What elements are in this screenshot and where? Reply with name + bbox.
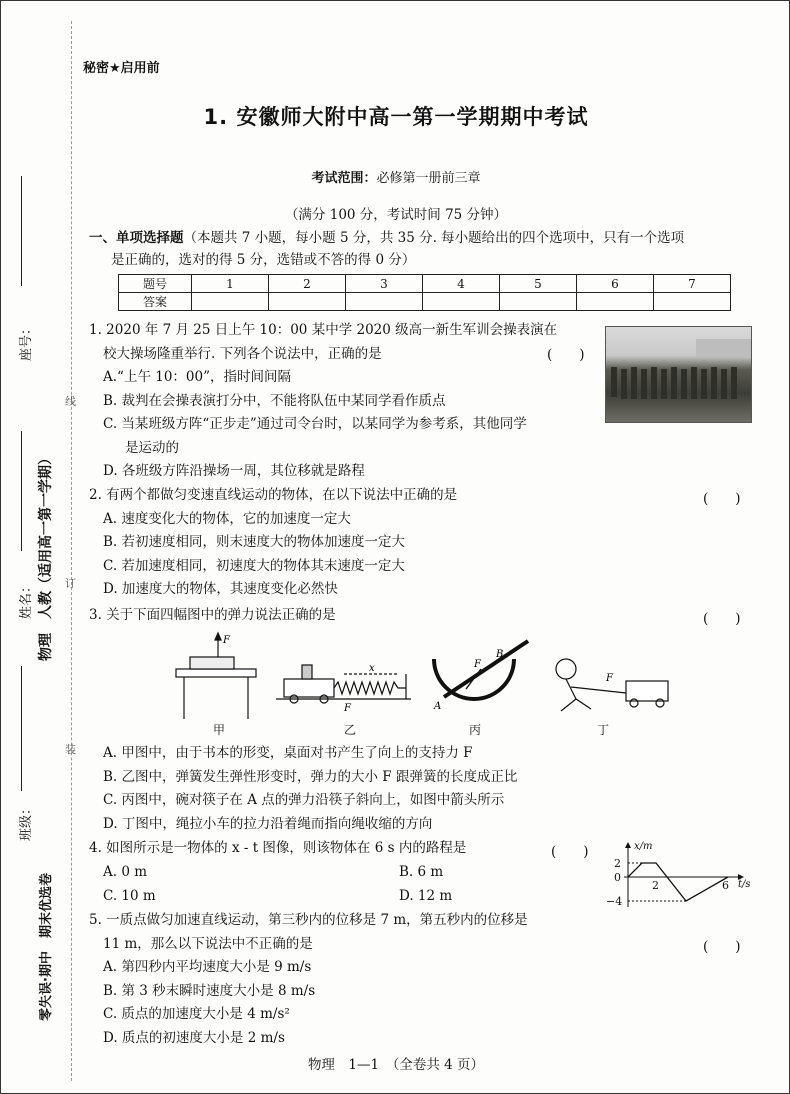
answer-table-number: 3 (346, 275, 423, 293)
svg-text:F: F (344, 703, 351, 714)
answer-cell[interactable] (346, 293, 423, 311)
scope-value: 必修第一册前三章 (376, 171, 481, 186)
q1-option-a: A.“上午 10：00”，指时间间隔 (103, 369, 291, 385)
scope-label: 考试范围： (311, 171, 377, 186)
edition-label: 人教（适用高一第一学期） (38, 451, 54, 619)
military-training-photo (605, 326, 752, 423)
class-line (21, 666, 22, 791)
question-5 (89, 909, 649, 1050)
answer-cell[interactable] (577, 293, 654, 311)
answer-table-answer-label: 答案 (119, 293, 192, 311)
score-info: （满分 100 分，考试时间 75 分钟） (284, 207, 508, 223)
elastic-force-diagrams (166, 629, 686, 729)
graph-tick-t6: 6 (722, 879, 729, 892)
graph-tick-y-4: −4 (606, 895, 623, 908)
q4-xt-graph (606, 841, 756, 911)
figure-yi-spring-cart (276, 665, 411, 703)
q1-option-b: B. 裁判在会操表演打分中，不能将队伍中某同学看作质点 (103, 392, 446, 409)
q5-option-d: D. 质点的初速度大小是 2 m/s (103, 1029, 285, 1046)
q1-answer-paren[interactable]: ( ) (547, 347, 585, 363)
name-field (15, 580, 34, 619)
figure-ding-pulling-cart (556, 659, 668, 711)
graph-ylabel: x/m (634, 841, 653, 852)
answer-table-header: 题号 (119, 275, 192, 293)
answer-table-number: 2 (269, 275, 346, 293)
q5-option-c: C. 质点的加速度大小是 4 m/s² (103, 1006, 290, 1022)
answer-table-number: 7 (654, 275, 731, 293)
svg-text:F: F (474, 659, 481, 670)
subject-label: 物理 (38, 633, 54, 661)
section1-title: 一、单项选择题 (89, 230, 184, 246)
answer-table-row-numbers (119, 275, 731, 293)
seat-line (21, 176, 22, 286)
figure-label-yi: 乙 (344, 723, 357, 737)
question-2 (89, 484, 649, 602)
class-field (15, 802, 34, 841)
graph-tick-t2: 2 (652, 879, 659, 892)
figure-jia-table (176, 633, 256, 719)
svg-text:F: F (606, 673, 613, 684)
graph-tick-y0: 0 (614, 871, 621, 884)
answer-cell[interactable] (192, 293, 269, 311)
q1-stem-2: 校大操场隆重举行. 下列各个说法中，正确的是 (103, 345, 382, 362)
figure-label-ding: 丁 (597, 723, 610, 737)
q2-option-d: D. 加速度大的物体，其速度变化必然快 (103, 581, 338, 597)
question-3-stem: 3. 关于下面四幅图中的弹力说法正确的是 (89, 607, 336, 623)
figure-label-bing: 丙 (469, 723, 482, 737)
q2-option-a: A. 速度变化大的物体，它的加速度一定大 (103, 510, 351, 527)
q3-answer-paren[interactable]: ( ) (703, 611, 741, 627)
q5-option-b: B. 第 3 秒末瞬时速度大小是 8 m/s (103, 982, 316, 999)
name-line (21, 431, 22, 551)
svg-text:B: B (496, 649, 504, 660)
answer-table (118, 274, 731, 311)
q2-stem: 2. 有两个都做匀变速直线运动的物体，在以下说法中正确的是 (89, 487, 458, 503)
q4-stem: 4. 如图所示是一物体的 x - t 图像，则该物体在 6 s 内的路程是 (89, 840, 467, 856)
answer-table-number: 4 (423, 275, 500, 293)
answer-table-number: 6 (577, 275, 654, 293)
brand-label: 零失误·期中 期末优选卷 (39, 873, 54, 1021)
cut-label-ding: 订 (65, 577, 76, 590)
name-label: 姓名： (19, 579, 34, 619)
svg-text:x: x (369, 663, 375, 674)
xt-graph-svg (606, 841, 756, 911)
q4-option-a: A. 0 m (103, 864, 148, 880)
question-3-options (89, 742, 689, 836)
svg-text:F: F (223, 635, 230, 646)
class-label: 班级： (19, 801, 34, 841)
q4-option-b: B. 6 m (399, 864, 444, 880)
graph-tick-y2: 2 (614, 857, 621, 870)
q5-stem-2: 11 m，那么以下说法中不正确的是 (103, 935, 313, 952)
answer-cell[interactable] (654, 293, 731, 311)
page-title: 1. 安徽师大附中高一第一学期期中考试 (203, 105, 589, 129)
seat-field (15, 322, 34, 361)
subject-edition (35, 451, 55, 661)
cut-label-xian: 线 (65, 395, 76, 408)
seat-label: 座号： (19, 321, 34, 361)
q1-option-d: D. 各班级方阵沿操场一周，其位移就是路程 (103, 463, 365, 479)
cut-label-zhuang: 装 (65, 743, 76, 756)
q1-option-c-cont: 是运动的 (125, 439, 179, 456)
section1-instructions-1: （本题共 7 小题，每小题 5 分，共 35 分. 每小题给出的四个选项中，只有一个选项 (183, 230, 685, 246)
q2-answer-paren[interactable]: ( ) (703, 491, 741, 507)
answer-cell[interactable] (423, 293, 500, 311)
q4-option-c: C. 10 m (103, 888, 156, 904)
q3-figures (166, 629, 686, 729)
q5-option-a: A. 第四秒内平均速度大小是 9 m/s (103, 959, 312, 975)
answer-table-row-answers (119, 293, 731, 311)
q3-option-a: A. 甲图中，由于书本的形变，桌面对书产生了向上的支持力 F (103, 745, 473, 761)
q4-option-d: D. 12 m (399, 888, 453, 904)
q1-option-c: C. 当某班级方阵“正步走”通过司令台时，以某同学为参考系，其他同学 (103, 416, 527, 432)
svg-text:A: A (434, 701, 442, 712)
q5-answer-paren[interactable]: ( ) (703, 939, 741, 955)
question-1 (89, 319, 609, 484)
q2-option-c: C. 若加速度相同，初速度大的物体其末速度一定大 (103, 557, 405, 574)
q3-option-c: C. 丙图中，碗对筷子在 A 点的弹力沿筷子斜向上，如图中箭头所示 (103, 792, 505, 808)
q1-stem-1: 1. 2020 年 7 月 25 日上午 10：00 某中学 2020 级高一新生军训会操表演在 (89, 322, 558, 338)
page-footer: 物理 1—1 （全卷共 4 页） (307, 1057, 485, 1073)
answer-cell[interactable] (269, 293, 346, 311)
section1-heading (89, 227, 769, 271)
answer-table-number: 1 (192, 275, 269, 293)
answer-cell[interactable] (500, 293, 577, 311)
q3-option-d: D. 丁图中，绳拉小车的拉力沿着绳而指向绳收缩的方向 (103, 815, 433, 832)
answer-table-number: 5 (500, 275, 577, 293)
figure-label-jia: 甲 (213, 723, 226, 737)
q5-stem-1: 5. 一质点做匀加速直线运动，第三秒内的位移是 7 m，第五秒内的位移是 (89, 912, 528, 928)
q4-answer-paren[interactable]: ( ) (551, 844, 589, 860)
q3-option-b: B. 乙图中，弹簧发生弹性形变时，弹力的大小 F 跟弹簧的长度成正比 (103, 768, 518, 785)
q2-option-b: B. 若初速度相同，则末速度大的物体加速度一定大 (103, 534, 406, 550)
training-photo-illustration (606, 327, 751, 422)
figure-bing-bowl (434, 641, 528, 699)
secret-label: 秘密★启用前 (83, 61, 160, 76)
exam-scope (1, 167, 790, 186)
graph-xlabel: t/s (738, 879, 751, 890)
section1-instructions-2: 是正确的，选对的得 5 分，选错或不答的得 0 分） (111, 252, 416, 268)
question-4 (89, 837, 609, 861)
